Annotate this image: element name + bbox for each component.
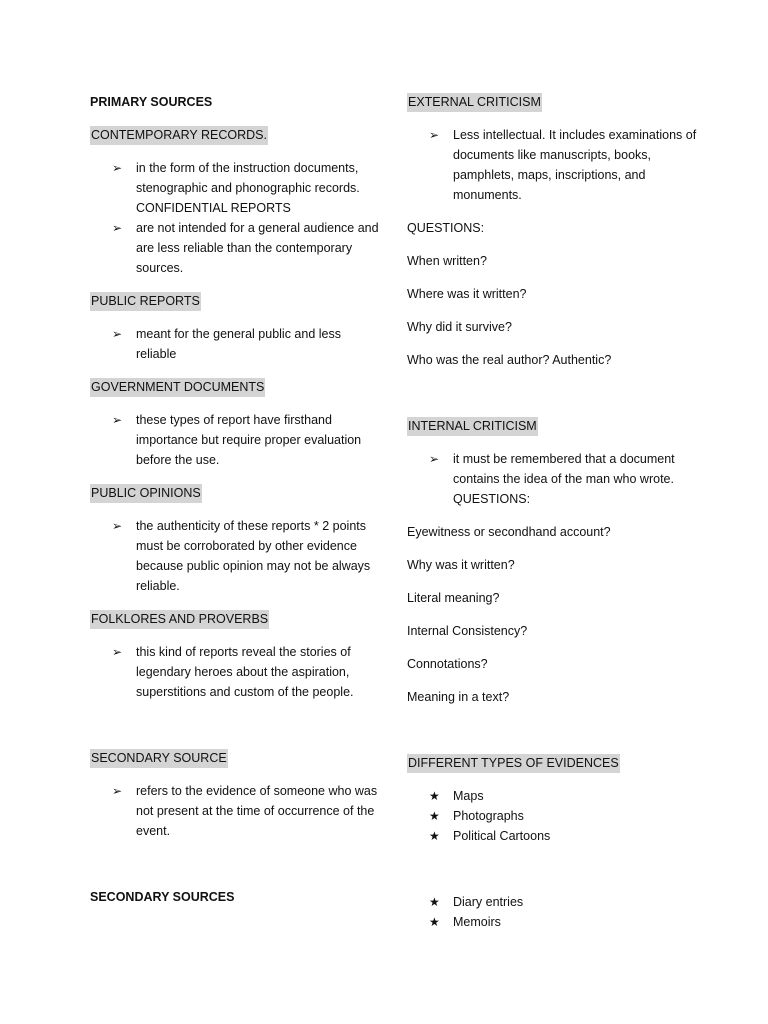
question-item: Meaning in a text?: [407, 690, 510, 704]
government-documents-list: [90, 410, 380, 470]
arrow-bullet-icon: ➢: [112, 519, 123, 533]
arrow-bullet-icon: ➢: [429, 128, 440, 142]
list-item: ➢ Less intellectual. It includes examinations of documents like manuscripts, books, pamphlets, maps, inscriptions, and monuments.: [407, 125, 707, 205]
list-item: ➢ refers to the evidence of someone who was not present at the time of occurrence of the event.: [90, 781, 380, 841]
internal-criticism-list: [407, 449, 707, 509]
government-documents-heading: GOVERNMENT DOCUMENTS: [90, 378, 265, 397]
question-item: Internal Consistency?: [407, 624, 528, 638]
list-item: ★ Photographs: [407, 806, 707, 826]
list-item: ★ Political Cartoons: [407, 826, 707, 846]
left-column: [90, 92, 380, 907]
secondary-sources-title: SECONDARY SOURCES: [90, 890, 235, 904]
star-bullet-icon: ★: [429, 829, 440, 843]
question-item: Literal meaning?: [407, 591, 500, 605]
list-item: ➢ this kind of reports reveal the stories of legendary heroes about the aspiration, superstitions and custom of the people.: [90, 642, 380, 702]
evidence-types-heading: DIFFERENT TYPES OF EVIDENCES: [407, 754, 620, 773]
public-opinions-heading: PUBLIC OPINIONS: [90, 484, 202, 503]
arrow-bullet-icon: ➢: [112, 413, 123, 427]
right-column: [407, 92, 707, 932]
public-reports-list: [90, 324, 380, 364]
arrow-bullet-icon: ➢: [429, 452, 440, 466]
primary-sources-title: PRIMARY SOURCES: [90, 95, 213, 109]
list-item: ➢ in the form of the instruction documents, stenographic and phonographic records. CONFIDENTIAL REPORTS: [90, 158, 380, 218]
list-item: ★ Memoirs: [407, 912, 707, 932]
arrow-bullet-icon: ➢: [112, 161, 123, 175]
star-bullet-icon: ★: [429, 915, 440, 929]
question-item: When written?: [407, 254, 487, 268]
list-item: ★ Maps: [407, 786, 707, 806]
public-reports-heading: PUBLIC REPORTS: [90, 292, 201, 311]
external-criticism-list: [407, 125, 707, 205]
question-item: Who was the real author? Authentic?: [407, 353, 612, 367]
secondary-source-heading: SECONDARY SOURCE: [90, 749, 228, 768]
list-item: ★ Diary entries: [407, 892, 707, 912]
list-item: ➢ the authenticity of these reports * 2 points must be corroborated by other evidence because public opinion may not be always reliable.: [90, 516, 380, 596]
list-item: ➢ are not intended for a general audience and are less reliable than the contemporary sources.: [90, 218, 380, 278]
star-bullet-icon: ★: [429, 895, 440, 909]
folklores-proverbs-list: [90, 642, 380, 702]
star-bullet-icon: ★: [429, 789, 440, 803]
questions-label: QUESTIONS:: [407, 221, 485, 235]
arrow-bullet-icon: ➢: [112, 784, 123, 798]
question-item: Why was it written?: [407, 558, 515, 572]
evidence-types-list-2: [407, 892, 707, 932]
contemporary-records-heading: CONTEMPORARY RECORDS.: [90, 126, 268, 145]
star-bullet-icon: ★: [429, 809, 440, 823]
folklores-proverbs-heading: FOLKLORES AND PROVERBS: [90, 610, 269, 629]
internal-criticism-heading: INTERNAL CRITICISM: [407, 417, 538, 436]
external-criticism-heading: EXTERNAL CRITICISM: [407, 93, 542, 112]
secondary-source-list: [90, 781, 380, 841]
question-item: Why did it survive?: [407, 320, 512, 334]
question-item: Connotations?: [407, 657, 488, 671]
list-item: ➢ these types of report have firsthand importance but require proper evaluation before the use.: [90, 410, 380, 470]
arrow-bullet-icon: ➢: [112, 221, 123, 235]
evidence-types-list: [407, 786, 707, 846]
list-item: ➢ meant for the general public and less reliable: [90, 324, 380, 364]
list-item: ➢ it must be remembered that a document contains the idea of the man who wrote. QUESTIONS:: [407, 449, 707, 509]
question-item: Where was it written?: [407, 287, 527, 301]
contemporary-records-list: [90, 158, 380, 278]
public-opinions-list: [90, 516, 380, 596]
arrow-bullet-icon: ➢: [112, 645, 123, 659]
question-item: Eyewitness or secondhand account?: [407, 525, 611, 539]
arrow-bullet-icon: ➢: [112, 327, 123, 341]
